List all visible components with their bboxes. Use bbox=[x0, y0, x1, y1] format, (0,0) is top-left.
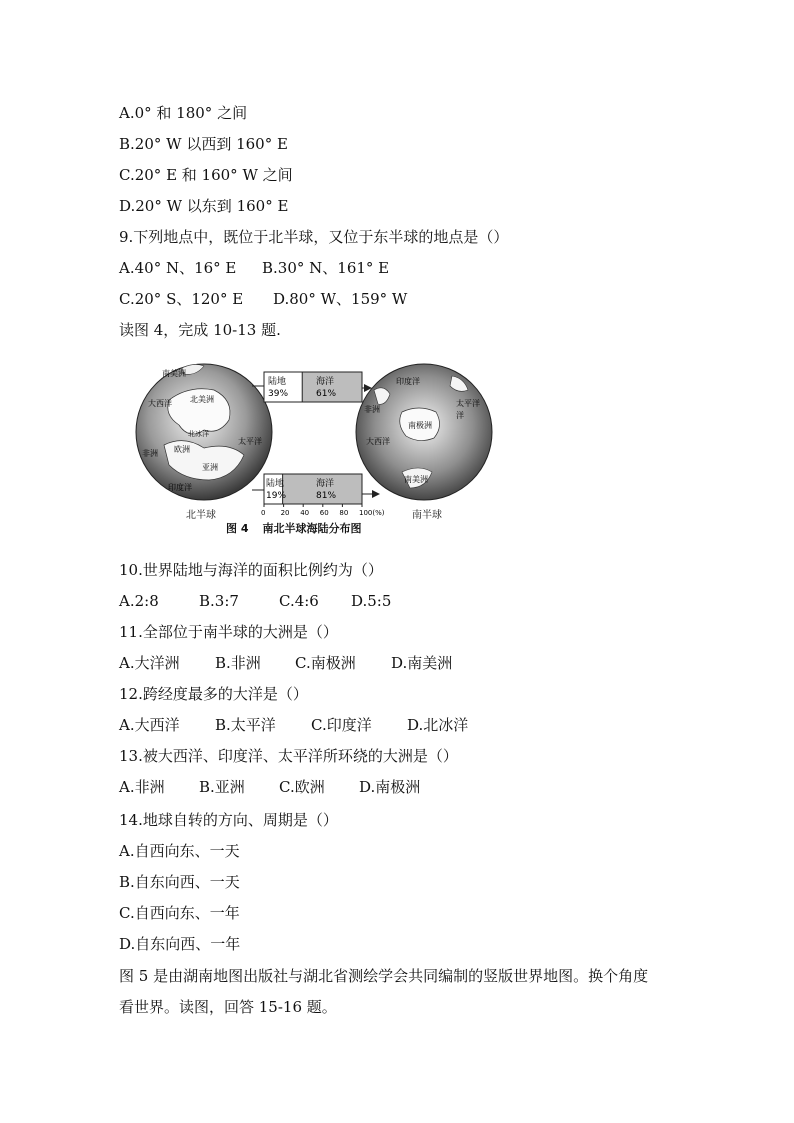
north-ocean-pct: 61% bbox=[316, 389, 337, 399]
q10-option-b: B.3:7 bbox=[199, 592, 239, 610]
figure-4 bbox=[134, 360, 494, 542]
south-ocean-label: 海洋 bbox=[316, 479, 335, 489]
axis-ticks bbox=[261, 504, 385, 517]
q11-option-c: C.南极洲 bbox=[295, 654, 356, 672]
q12-stem: 12.跨经度最多的大洋是（） bbox=[119, 685, 308, 703]
south-hemisphere-label: 南半球 bbox=[412, 510, 442, 521]
axis-tick-label: 0 bbox=[261, 509, 266, 517]
q14-option-a: A.自西向东、一天 bbox=[119, 842, 240, 860]
q15-intro-line1: 图 5 是由湖南地图出版社与湖北省测绘学会共同编制的竖版世界地图。换个角度 bbox=[119, 967, 649, 985]
q9-option-b: B.30° N、161° E bbox=[262, 259, 390, 277]
figure-intro: 读图 4，完成 10-13 题. bbox=[119, 321, 281, 339]
q14-option-c: C.自西向东、一年 bbox=[119, 904, 240, 922]
south-globe-label-antarctica: 南极洲 bbox=[408, 421, 432, 430]
south-globe-label-atlantic: 大西洋 bbox=[366, 437, 390, 446]
north-globe-label-asia: 亚洲 bbox=[202, 463, 218, 472]
north-globe-label-samerica: 南美洲 bbox=[162, 369, 186, 378]
q11-option-b: B.非洲 bbox=[215, 654, 261, 672]
q11-stem: 11.全部位于南半球的大洲是（） bbox=[119, 623, 338, 641]
north-globe-label-africa: 非洲 bbox=[142, 449, 158, 458]
q14-stem: 14.地球自转的方向、周期是（） bbox=[119, 811, 338, 829]
q15-intro-line2: 看世界。读图，回答 15-16 题。 bbox=[119, 998, 337, 1016]
south-land-pct: 19% bbox=[266, 491, 287, 501]
figure-caption-title: 南北半球海陆分布图 bbox=[262, 522, 362, 535]
q9-option-a: A.40° N、16° E bbox=[119, 259, 237, 277]
q12-option-a: A.大西洋 bbox=[119, 716, 180, 734]
north-globe-label-arctic: 北冰洋 bbox=[188, 430, 209, 438]
q8-option-b: B.20° W 以西到 160° E bbox=[119, 135, 288, 153]
q13-option-d: D.南极洲 bbox=[359, 778, 421, 796]
q12-option-c: C.印度洋 bbox=[311, 716, 372, 734]
q12-option-b: B.太平洋 bbox=[215, 716, 276, 734]
axis-tick-label: 20 bbox=[280, 509, 290, 517]
q14-option-d: D.自东向西、一年 bbox=[119, 935, 241, 953]
axis-tick-label: 40 bbox=[300, 509, 310, 517]
south-land-label: 陆地 bbox=[266, 479, 285, 489]
q13-stem: 13.被大西洋、印度洋、太平洋所环绕的大洲是（） bbox=[119, 747, 458, 765]
north-globe-label-europe: 欧洲 bbox=[174, 445, 190, 454]
q11-option-a: A.大洋洲 bbox=[119, 654, 180, 672]
south-globe-label-indian: 印度洋 bbox=[396, 377, 420, 386]
q9-stem: 9.下列地点中，既位于北半球，又位于东半球的地点是（） bbox=[119, 228, 509, 246]
figure-caption-number: 图 4 bbox=[226, 522, 249, 535]
q13-option-c: C.欧洲 bbox=[279, 778, 325, 796]
north-land-pct: 39% bbox=[268, 389, 289, 399]
south-ocean-pct: 81% bbox=[316, 491, 337, 501]
axis-tick-label: 80 bbox=[339, 509, 349, 517]
q14-option-b: B.自东向西、一天 bbox=[119, 873, 240, 891]
q10-option-d: D.5:5 bbox=[351, 592, 392, 610]
q8-option-a: A.0° 和 180° 之间 bbox=[119, 104, 248, 122]
q10-option-a: A.2:8 bbox=[119, 592, 159, 610]
north-land-label: 陆地 bbox=[268, 377, 287, 387]
north-hemisphere-label: 北半球 bbox=[186, 510, 216, 521]
north-globe-label-atlantic: 大西洋 bbox=[148, 399, 172, 408]
q8-option-c: C.20° E 和 160° W 之间 bbox=[119, 166, 293, 184]
q10-stem: 10.世界陆地与海洋的面积比例约为（） bbox=[119, 561, 383, 579]
q11-option-d: D.南美洲 bbox=[391, 654, 453, 672]
north-globe-label-pacific: 太平洋 bbox=[238, 437, 262, 446]
q13-option-a: A.非洲 bbox=[119, 778, 165, 796]
axis-tick-label: 100(%) bbox=[359, 509, 385, 517]
q9-option-c: C.20° S、120° E bbox=[119, 290, 244, 308]
axis-tick-label: 60 bbox=[319, 509, 329, 517]
north-globe-label-namerica: 北美洲 bbox=[190, 395, 214, 404]
q9-option-d: D.80° W、159° W bbox=[273, 290, 408, 308]
q8-option-d: D.20° W 以东到 160° E bbox=[119, 197, 289, 215]
q10-option-c: C.4:6 bbox=[279, 592, 319, 610]
figure-caption bbox=[226, 520, 361, 536]
q12-option-d: D.北冰洋 bbox=[407, 716, 469, 734]
south-globe-label-ocean-char: 洋 bbox=[456, 411, 464, 420]
south-globe-label-samerica: 南美洲 bbox=[404, 475, 428, 484]
q13-option-b: B.亚洲 bbox=[199, 778, 245, 796]
north-globe-label-indian: 印度洋 bbox=[168, 483, 192, 492]
south-globe-label-pacific: 太平洋 bbox=[456, 399, 480, 408]
north-ocean-label: 海洋 bbox=[316, 377, 335, 387]
south-globe-label-africa: 非洲 bbox=[364, 405, 380, 414]
